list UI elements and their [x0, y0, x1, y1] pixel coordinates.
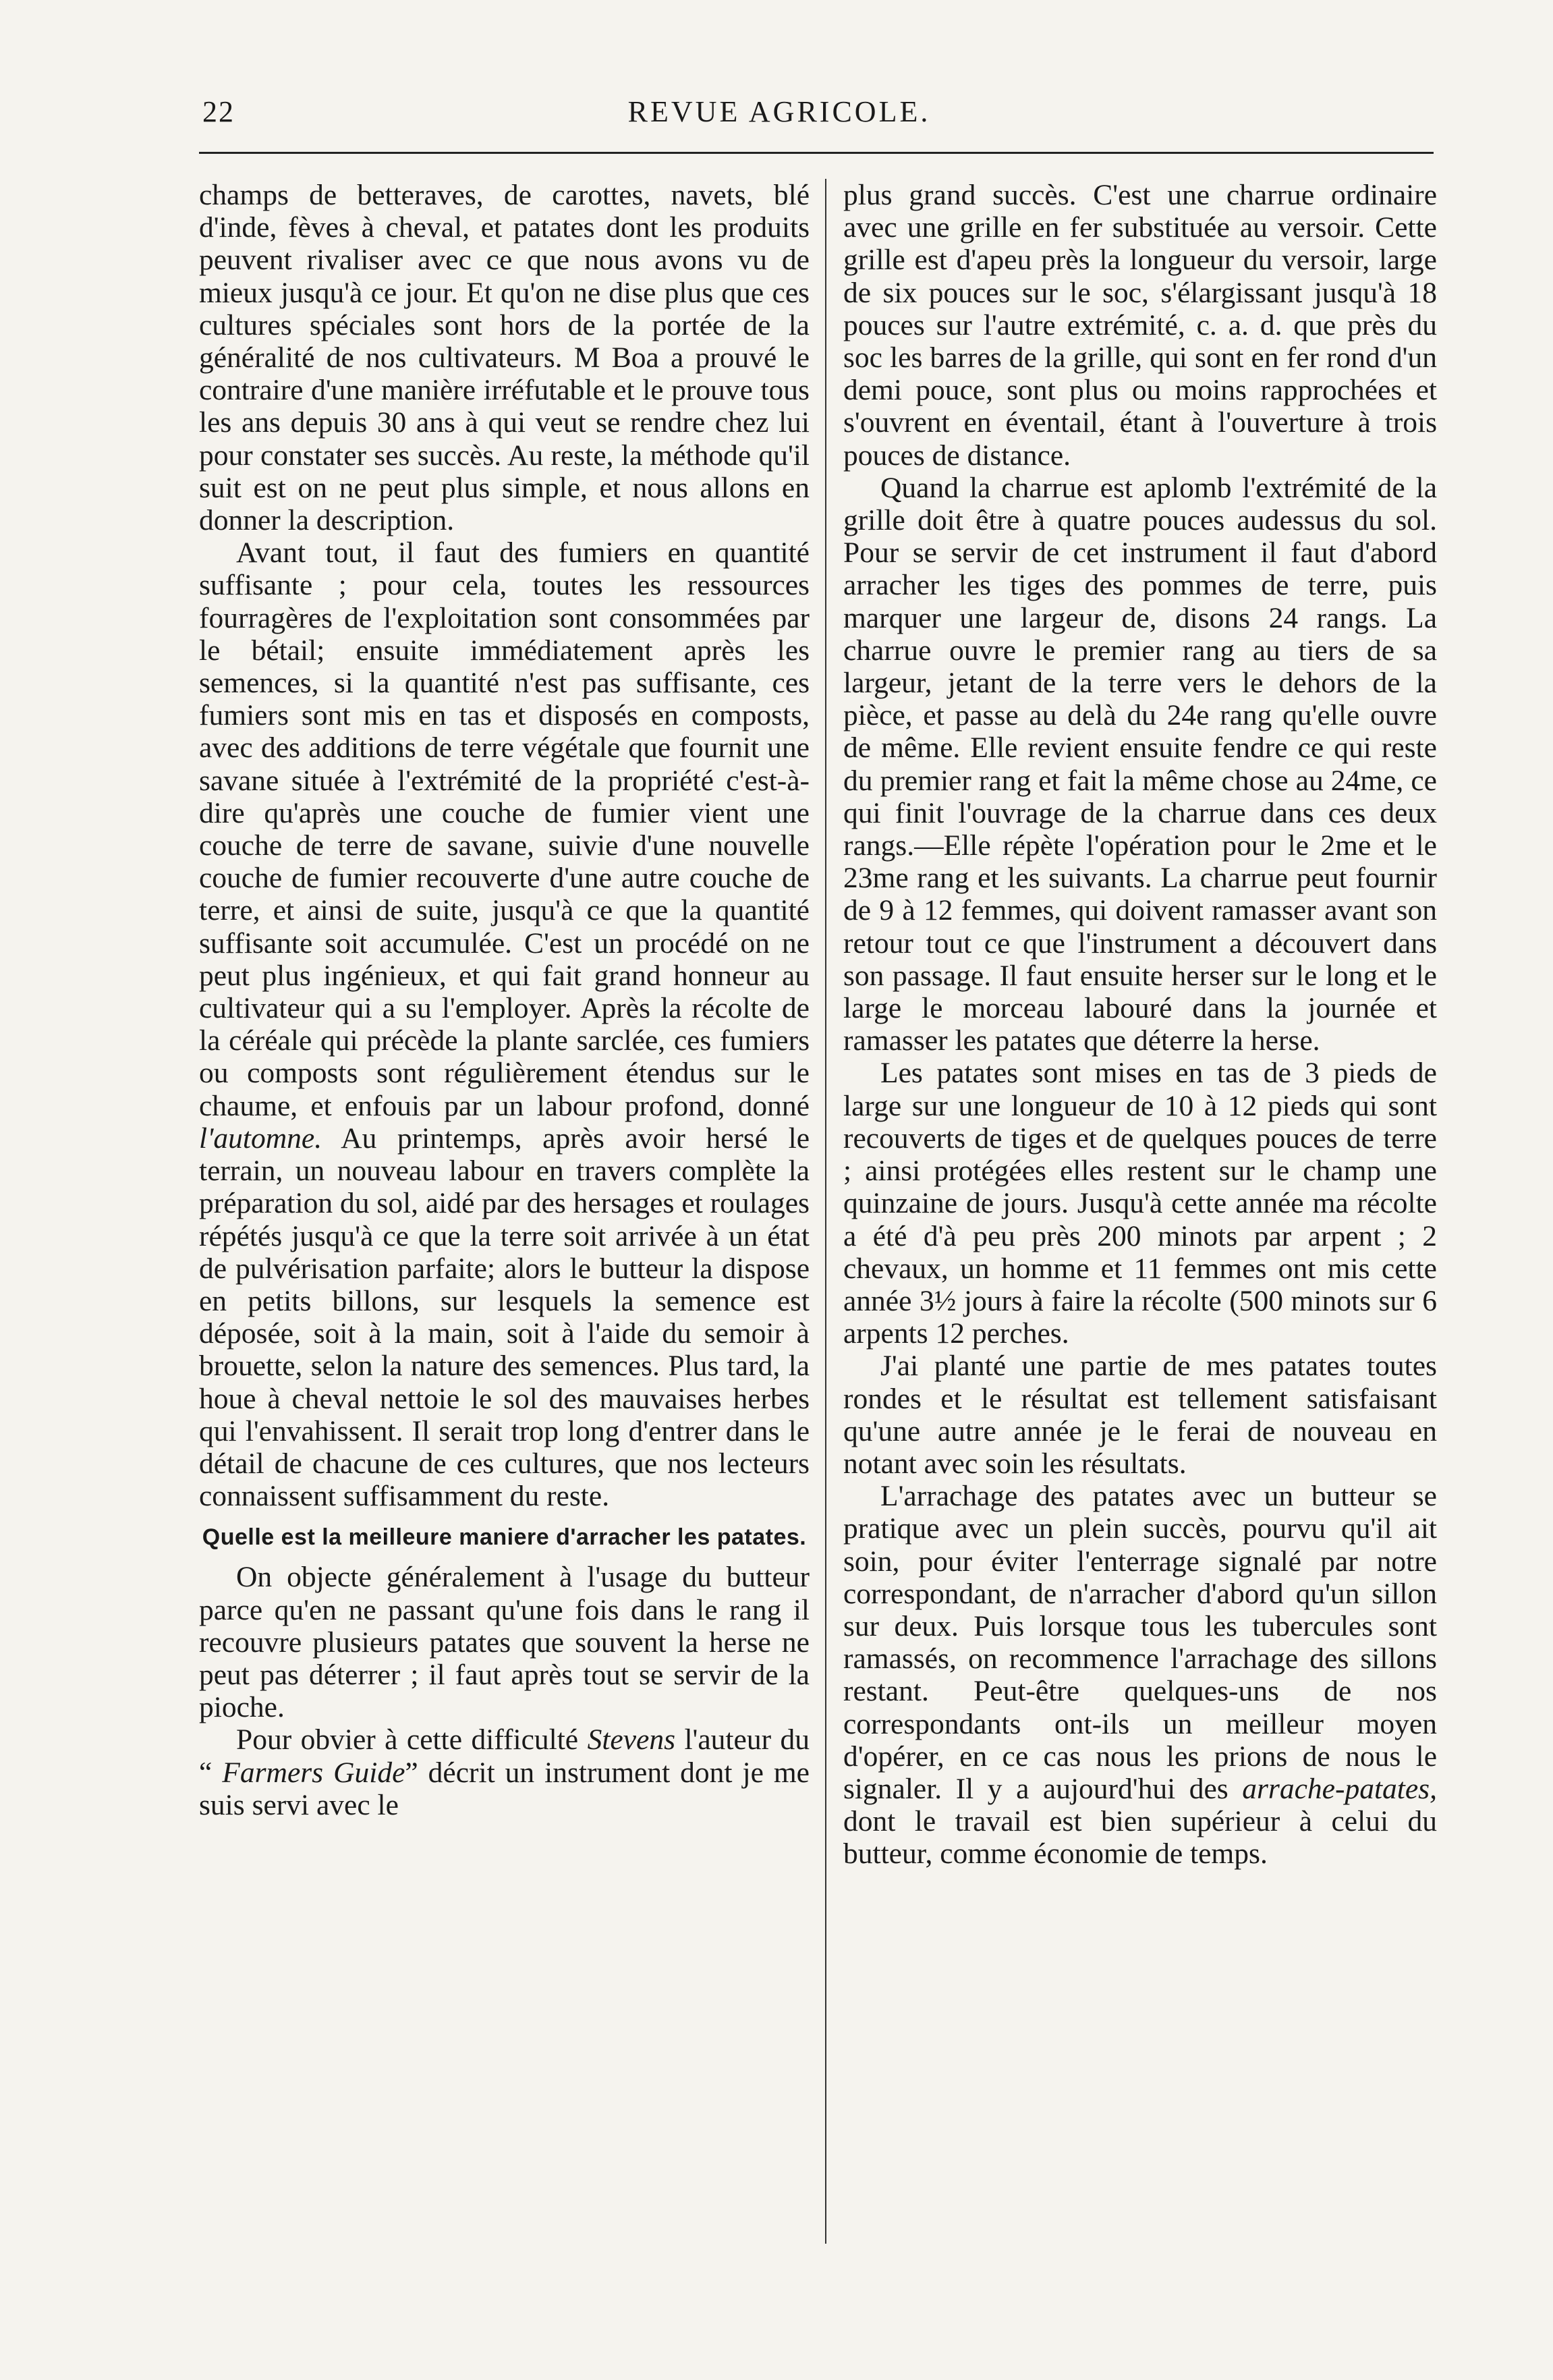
page-number: 22	[202, 95, 235, 128]
italic-text: Farmers Guide	[222, 1756, 405, 1789]
italic-text: l'automne.	[199, 1122, 322, 1155]
text-run: ” décrit un instrument dont je me suis servi avec le	[199, 1756, 810, 1821]
page-header	[202, 94, 1356, 135]
paragraph: Quand la charrue est aplomb l'extrémité de la grille doit être à quatre pouces audessus du sol. Pour se servir de cet instrument il faut d'abord arracher les tiges des pommes de terre, puis marquer une largeur de, disons 24 rangs. La charrue ouvre le premier rang au tiers de sa largeur, jetant de la terre vers le dehors de la pièce, et passe au delà du 24e rang qu'elle ouvre de même. Elle revient ensuite fendre ce qui reste du premier rang et fait la même chose au 24me, ce qui finit l'ouvrage de la charrue dans ces deux rangs.—Elle répète l'opération pour le 2me et le 23me rang et les suivants. La charrue peut fournir de 9 à 12 femmes, qui doivent ramasser avant son retour tout ce que l'instrument a découvert dans son passage. Il faut ensuite herser sur le long et le large le morceau labouré dans la journée et ramasser les patates que déterre la herse.	[843, 471, 1437, 1057]
header-rule	[199, 152, 1434, 154]
text-run: Pour obvier à cette difficulté	[236, 1723, 588, 1756]
text-run: L'arrachage des patates avec un butteur se pratique avec un plein succès, pourvu qu'il ait soin, pour éviter l'enterrage signalé par notre correspondant, de n'arracher d'abord qu'un sillon sur deux. Puis lorsque tous les tubercules sont ramassés, on recommence l'arrachage des sillons restant. Peut-être quelques-uns de nos correspondants ont-ils un meilleur moyen d'opérer, en ce cas nous les prions de nous le signaler. Il y a aujourd'hui des	[843, 1480, 1437, 1805]
left-column	[199, 179, 810, 2264]
section-heading: Quelle est la meilleure maniere d'arracher les patates.	[202, 1524, 807, 1551]
text-run: l'auteur du “	[199, 1723, 810, 1789]
text-run: Avant tout, il faut des fumiers en quantité suffisante ; pour cela, toutes les ressources fourragères de l'exploitation sont consommées par le bétail; ensuite immédiatement après les semences, si la quantité n'est pas suffisante, ces fumiers sont mis en tas et disposés en composts, avec des additions de terre végétale que fournit une savane située à l'extrémité de la propriété c'est-à-dire qu'après une couche de fumier vient une couche de terre de savane, suivie d'une nouvelle couche de fumier recouverte d'une autre couche de terre, et ainsi de suite, jusqu'à ce que la quantité suffisante soit accumulée. C'est un procédé on ne peut plus ingénieux, et qui fait grand honneur au cultivateur qui a su l'employer. Après la récolte de la céréale qui précède la plante sarclée, ces fumiers ou composts sont régulièrement étendus sur le chaume, et enfouis par un labour profond, donné	[199, 536, 810, 1122]
paragraph: plus grand succès. C'est une charrue ordinaire avec une grille en fer substituée au versoir. Cette grille est d'apeu près la longueur du versoir, large de six pouces sur le soc, s'élargissant jusqu'à 18 pouces sur l'autre extrémité, c. a. d. que près du soc les barres de la grille, qui sont en fer rond d'un demi pouce, sont plus ou moins rapprochées et s'ouvrent en éventail, étant à l'ouverture à trois pouces de distance.	[843, 179, 1437, 472]
italic-text: Stevens	[587, 1723, 675, 1756]
paragraph	[199, 1723, 810, 1821]
text-run: dont le travail est bien supérieur à celui du butteur, comme économie de temps.	[843, 1805, 1437, 1871]
right-column	[843, 179, 1437, 2264]
running-title: REVUE AGRICOLE.	[627, 95, 931, 128]
column-rule	[825, 179, 826, 2244]
paragraph	[199, 536, 810, 1512]
italic-text: arrache-patates,	[1242, 1772, 1437, 1805]
paragraph: champs de betteraves, de carottes, navets, blé d'inde, fèves à cheval, et patates dont les produits peuvent rivaliser avec ce que nous avons vu de mieux jusqu'à ce jour. Et qu'on ne dise plus que ces cultures spéciales sont hors de la portée de la généralité de nos cultivateurs. M Boa a prouvé le contraire d'une manière irréfutable et le prouve tous les ans depuis 30 ans à qui veut se rendre chez lui pour constater ses succès. Au reste, la méthode qu'il suit est on ne peut plus simple, et nous allons en donner la description.	[199, 179, 810, 537]
paragraph: Les patates sont mises en tas de 3 pieds de large sur une longueur de 10 à 12 pieds qui sont recouverts de tiges et de quelques pouces de terre ; ainsi protégées elles restent sur le champ une quinzaine de jours. Jusqu'à cette année ma récolte a été d'à peu près 200 minots par arpent ; 2 chevaux, un homme et 11 femmes ont mis cette année 3½ jours à faire la récolte (500 minots sur 6 arpents 12 perches.	[843, 1057, 1437, 1350]
paragraph	[843, 1480, 1437, 1870]
paragraph: J'ai planté une partie de mes patates toutes rondes et le résultat est tellement satisfaisant qu'une autre année je le ferai de nouveau en notant avec soin les résultats.	[843, 1350, 1437, 1480]
paragraph: On objecte généralement à l'usage du butteur parce qu'en ne passant qu'une fois dans le rang il recouvre plusieurs patates que souvent la herse ne peut pas déterrer ; il faut après tout se servir de la pioche.	[199, 1561, 810, 1724]
text-run: Au printemps, après avoir hersé le terrain, un nouveau labour en travers complète la préparation du sol, aidé par des hersages et roulages répétés jusqu'à ce que la terre soit arrivée à un état de pulvérisation parfaite; alors le butteur la dispose en petits billons, sur lesquels la semence est déposée, soit à la main, soit à l'aide du semoir à brouette, selon la nature des semences. Plus tard, la houe à cheval nettoie le sol des mauvaises herbes qui l'envahissent. Il serait trop long d'entrer dans le détail de chacune de ces cultures, que nos lecteurs connaissent suffisamment du reste.	[199, 1122, 810, 1513]
